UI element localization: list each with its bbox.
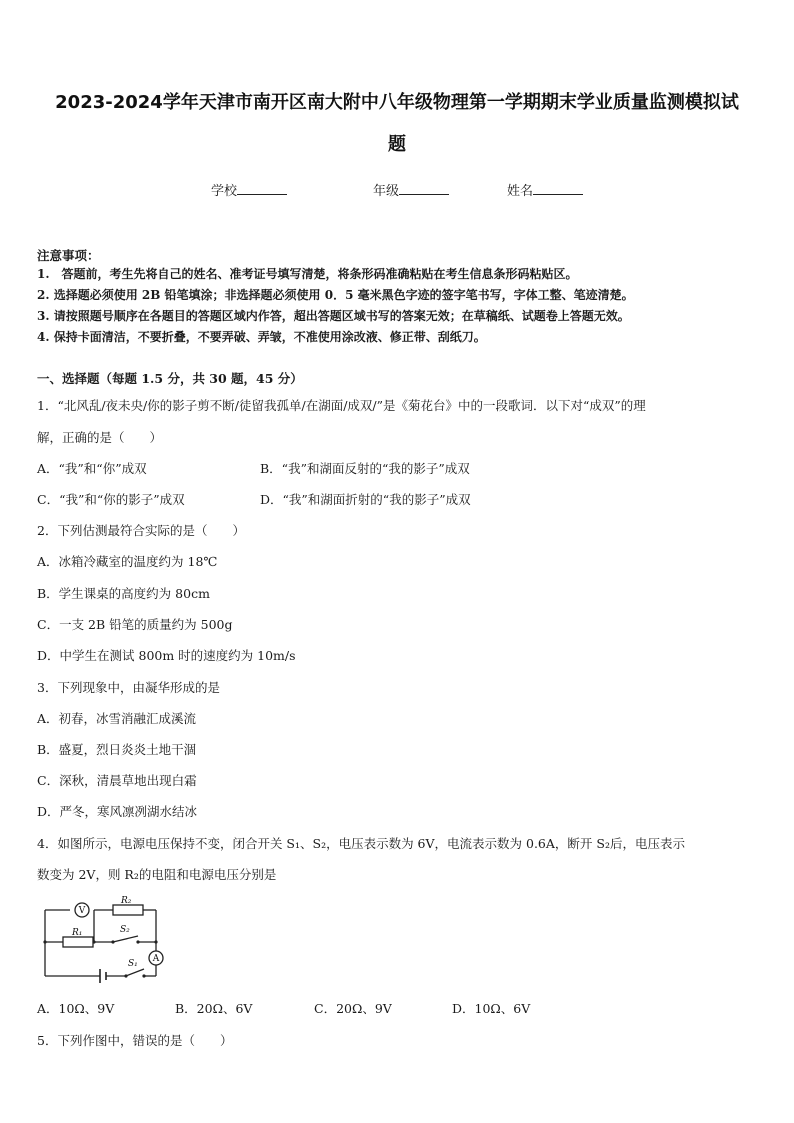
q4-option-c[interactable]: C．20Ω、9V xyxy=(314,1001,392,1016)
q3-stem: 3．下列现象中，由凝华形成的是 xyxy=(37,680,220,695)
note-item: 1. 答题前，考生先将自己的姓名、准考证号填写清楚，将条形码准确粘贴在考生信息条形码粘贴区。 xyxy=(37,267,578,281)
note-item: 3. 请按照题号顺序在各题目的答题区域内作答，超出答题区域书写的答案无效；在草稿纸、试题卷上答题无效。 xyxy=(37,309,630,323)
grade-blank[interactable] xyxy=(399,182,449,195)
grade-label: 年级 xyxy=(373,184,400,199)
q3-option-b[interactable]: B．盛夏，烈日炎炎土地干涸 xyxy=(37,742,197,757)
r2-label: R₂ xyxy=(121,896,132,906)
q2-stem: 2．下列估测最符合实际的是（ ） xyxy=(37,523,245,538)
q4-option-d[interactable]: D．10Ω、6V xyxy=(452,1001,531,1016)
note-item: 2. 选择题必须使用 2B 铅笔填涂；非选择题必须使用 0．5 毫米黑色字迹的签字笔书写，字体工整、笔迹清楚。 xyxy=(37,288,634,302)
s2-label: S₂ xyxy=(120,925,130,935)
voltmeter-label: V xyxy=(78,906,86,916)
q1-option-c[interactable]: C．“我”和“你的影子”成双 xyxy=(37,492,185,507)
q4-stem-cont: 数变为 2V，则 R₂的电阻和电源电压分别是 xyxy=(37,867,277,882)
q2-option-b[interactable]: B．学生课桌的高度约为 80cm xyxy=(37,586,210,601)
school-field xyxy=(211,180,287,199)
q1-option-d[interactable]: D．“我”和湖面折射的“我的影子”成双 xyxy=(260,492,471,507)
note-item: 4. 保持卡面清洁，不要折叠，不要弄破、弄皱，不准使用涂改液、修正带、刮纸刀。 xyxy=(37,330,486,344)
notes-heading: 注意事项： xyxy=(37,248,100,263)
q1-stem-cont: 解，正确的是（ ） xyxy=(37,430,163,445)
r1-label: R₁ xyxy=(72,928,83,938)
exam-title-continuation: 题 xyxy=(388,134,406,155)
school-blank[interactable] xyxy=(237,182,287,195)
exam-title: 2023-2024学年天津市南开区南大附中八年级物理第一学期期末学业质量监测模拟试 xyxy=(55,92,739,113)
q1-option-a[interactable]: A．“我”和“你”成双 xyxy=(37,461,147,476)
name-blank[interactable] xyxy=(533,182,583,195)
q4-stem: 4．如图所示，电源电压保持不变，闭合开关 S₁、S₂，电压表示数为 6V，电流表示数为 0.6A，断开 S₂后，电压表示 xyxy=(37,836,685,851)
school-label: 学校 xyxy=(211,184,238,199)
q2-option-c[interactable]: C．一支 2B 铅笔的质量约为 500g xyxy=(37,617,233,632)
q3-option-a[interactable]: A．初春，冰雪消融汇成溪流 xyxy=(37,711,197,726)
name-label: 姓名 xyxy=(507,184,534,199)
q5-stem: 5．下列作图中，错误的是（ ） xyxy=(37,1033,233,1048)
q4-option-b[interactable]: B．20Ω、6V xyxy=(175,1001,253,1016)
ammeter-label: A xyxy=(152,954,160,964)
q2-option-d[interactable]: D．中学生在测试 800m 时的速度约为 10m/s xyxy=(37,648,296,663)
name-field xyxy=(507,180,583,199)
q1-stem: 1．“北风乱/夜未央/你的影子剪不断/徒留我孤单/在湖面/成双/”是《菊花台》中的一段歌词．以下对“成双”的理 xyxy=(37,398,646,413)
s1-label: S₁ xyxy=(128,959,138,969)
section-heading: 一、选择题（每题 1.5 分，共 30 题，45 分） xyxy=(37,371,303,386)
q3-option-d[interactable]: D．严冬，寒风凛冽湖水结冰 xyxy=(37,804,198,819)
q3-option-c[interactable]: C．深秋，清晨草地出现白霜 xyxy=(37,773,197,788)
q1-option-b[interactable]: B．“我”和湖面反射的“我的影子”成双 xyxy=(260,461,470,476)
circuit-diagram xyxy=(38,896,170,984)
q4-option-a[interactable]: A．10Ω、9V xyxy=(37,1001,115,1016)
grade-field xyxy=(373,180,449,199)
q2-option-a[interactable]: A．冰箱冷藏室的温度约为 18℃ xyxy=(37,554,218,569)
